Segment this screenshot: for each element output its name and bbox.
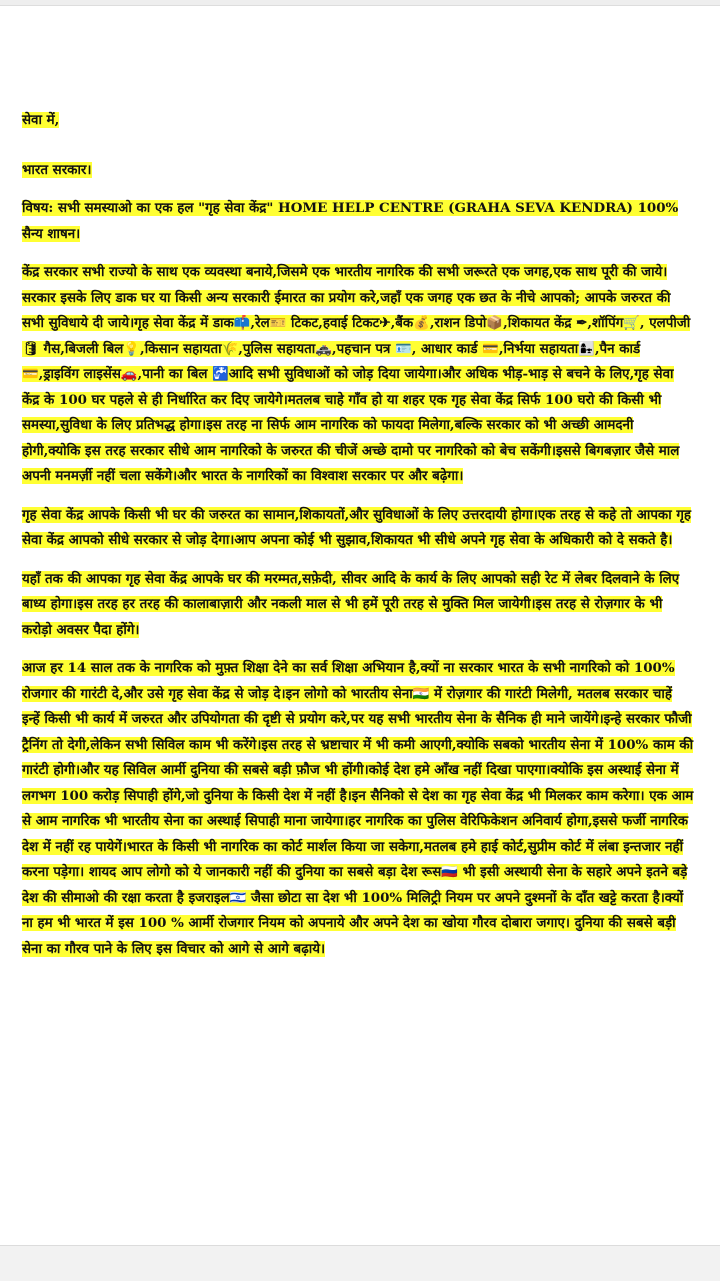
paragraph-text: केंद्र सरकार सभी राज्यो के साथ एक व्यवस्था बनाये,जिसमे एक भारतीय नागरिक की सभी जरूरते एक जगह,एक साथ पूरी की जाये।सरकार इसके लिए डाक घर या किसी अन्य सरकारी ईमारत का प्रयोग करे,जहाँ एक जगह एक छत के नीचे आपको; आपके जरुरत की सभी सुविधाये दी जाये।गृह सेवा केंद्र में डाक📫,रेल🎫 टिकट,हवाई टिकट✈,बैंक💰,राशन डिपो📦,शिकायत केंद्र ✒,शॉपिंग🛒, एलपीजी🛢 गैस,बिजली बिल💡,किसान सहायता🌾,पुलिस सहायता🚓,पहचान पत्र 🪪, आधार कार्ड 💳,निर्भया सहायता👩‍👧,पैन कार्ड💳,ड्राइविंग लाइसेंस🚗,पानी का बिल 🚰आदि सभी सुविधाओं को जोड़ दिया जायेगा।और अधिक भीड़-भाड़ से बचने के लिए,गृह सेवा केंद्र के 100 घर पहले से ही निर्धारित कर दिए जायेगे।मतलब चाहे गाँव हो या शहर एक गृह सेवा केंद्र सिर्फ 100 घरो की किसी भी समस्या,सुविधा के लिए प्रतिभद्ध होगा।इस तरह ना सिर्फ आम नागरिक को फायदा मिलेगा,बल्कि सरकार को भी अच्छी आमदनी होगी,क्योकि इस तरह सरकार सीधे आम नागरिको के जरुरत की चीजें अच्छे दामो पर नागरिको को बेच सकेंगी।इससे बिगबज़ार जैसे माल अपनी मनमर्ज़ी नहीं चला सकेंगे।और भारत के नागरिकों का विश्वाश सरकार पर और बढ़ेगा। xyxy=(22,264,691,484)
subject-text: विषय: सभी समस्याओ का एक हल "गृह सेवा केंद्र" HOME HELP CENTRE (GRAHA SEVA KENDRA) 100% सैन्य शाषन। xyxy=(22,200,679,242)
paragraph xyxy=(22,260,694,490)
salutation-text: सेवा में, xyxy=(22,112,60,128)
recipient-text: भारत सरकार। xyxy=(22,161,92,178)
paragraph-text: गृह सेवा केंद्र आपके किसी भी घर की जरुरत का सामान,शिकायतों,और सुविधाओं के लिए उत्तरदायी होगा।एक तरह से कहे तो आपका गृह सेवा केंद्र आपको सीधे सरकार से जोड़ देगा।आप अपना कोई भी सुझाव,शिकायत भी सीधे अपने गृह सेवा के अधिकारी को दे सकते है। xyxy=(22,506,691,548)
bottom-bar xyxy=(0,1245,720,1281)
paragraph xyxy=(22,503,694,554)
salutation xyxy=(22,108,694,134)
recipient xyxy=(22,158,694,184)
subject-line xyxy=(22,196,694,247)
paragraph-text: यहाँ तक की आपका गृह सेवा केंद्र आपके घर की मरम्मत,सफ़ेदी, सीवर आदि के कार्य के लिए आपको सही रेट में लेबर दिलवाने के लिए बाध्य होगा।इस तरह हर तरह की कालाबाज़ारी और नकली माल से भी हमें पूरी तरह से मुक्ति मिल जायेगी।इस तरह से रोज़गार के भी करोड़ो अवसर पैदा होंगे। xyxy=(22,570,680,638)
document-body xyxy=(22,108,694,975)
paragraph-text: आज हर 14 साल तक के नागरिक को मुफ़्त शिक्षा देने का सर्व शिक्षा अभियान है,क्यों ना सरकार भारत के सभी नागरिको को 100% रोजगार की गारंटी दे,और उसे गृह सेवा केंद्र से जोड़ दे।इन लोगो को भारतीय सेना🇮🇳 में रोज़गार की गारंटी मिलेगी, मतलब सरकार चाहें इन्हें किसी भी कार्य में जरुरत और उपियोगता की दृष्टी से प्रयोग करे,पर यह सभी भारतीय सेना के सैनिक ही माने जायेंगे।इन्हे सरकार फौजी ट्रैनिंग तो देगी,लेकिन सभी सिविल काम भी करेंगे।इस तरह से भ्रष्टाचार में भी कमी आएगी,क्योकि सबको भारतीय सेना में 100% काम की गारंटी होगी।और यह सिविल आर्मी दुनिया की सबसे बड़ी फ़ौज भी होंगी।कोई देश हमे आँख नहीं दिखा पाएगा।क्योकि इस अस्थाई सेना में लगभग 100 करोड़ सिपाही होंगे,जो दुनिया के किसी देश में नहीं है।इन सैनिको से देश का गृह सेवा केंद्र भी मिलकर काम करेगा। एक आम से आम नागरिक भी भारतीय सेना का अस्थाई सिपाही माना जायेगा।हर नागरिक का पुलिस वेरिफिकेशन अनिवार्य होगा,इससे फर्जी नागरिक देश में नहीं रह पायेगें।भारत के किसी भी नागरिक का कोर्ट मार्शल किया जा सकेगा,मतलब हमे हाई कोर्ट,सुप्रीम कोर्ट में लंबा इन्तजार नहीं करना पड़ेगा। शायद आप लोगो को ये जानकारी नहीं की दुनिया का सबसे बड़ा देश रूस🇷🇺 भी इसी अस्थायी सेना के सहारे अपने इतने बड़े देश की सीमाओ की रक्षा करता है इजराइल🇮🇱 जैसा छोटा सा देश भी 100% मिलिट्री नियम पर अपने दुश्मनों के दाँत खट्टे करता है।क्यों ना हम भी भारत में इस 100 % आर्मी रोजगार नियम को अपनाये और अपने देश का खोया गौरव दोबारा जगाए। दुनिया की सबसे बड़ी सेना का गौरव पाने के लिए इस विचार को आगे से आगे बढ़ाये। xyxy=(22,660,694,957)
paragraph xyxy=(22,567,694,644)
top-toolbar xyxy=(0,0,720,6)
paragraph xyxy=(22,656,694,962)
